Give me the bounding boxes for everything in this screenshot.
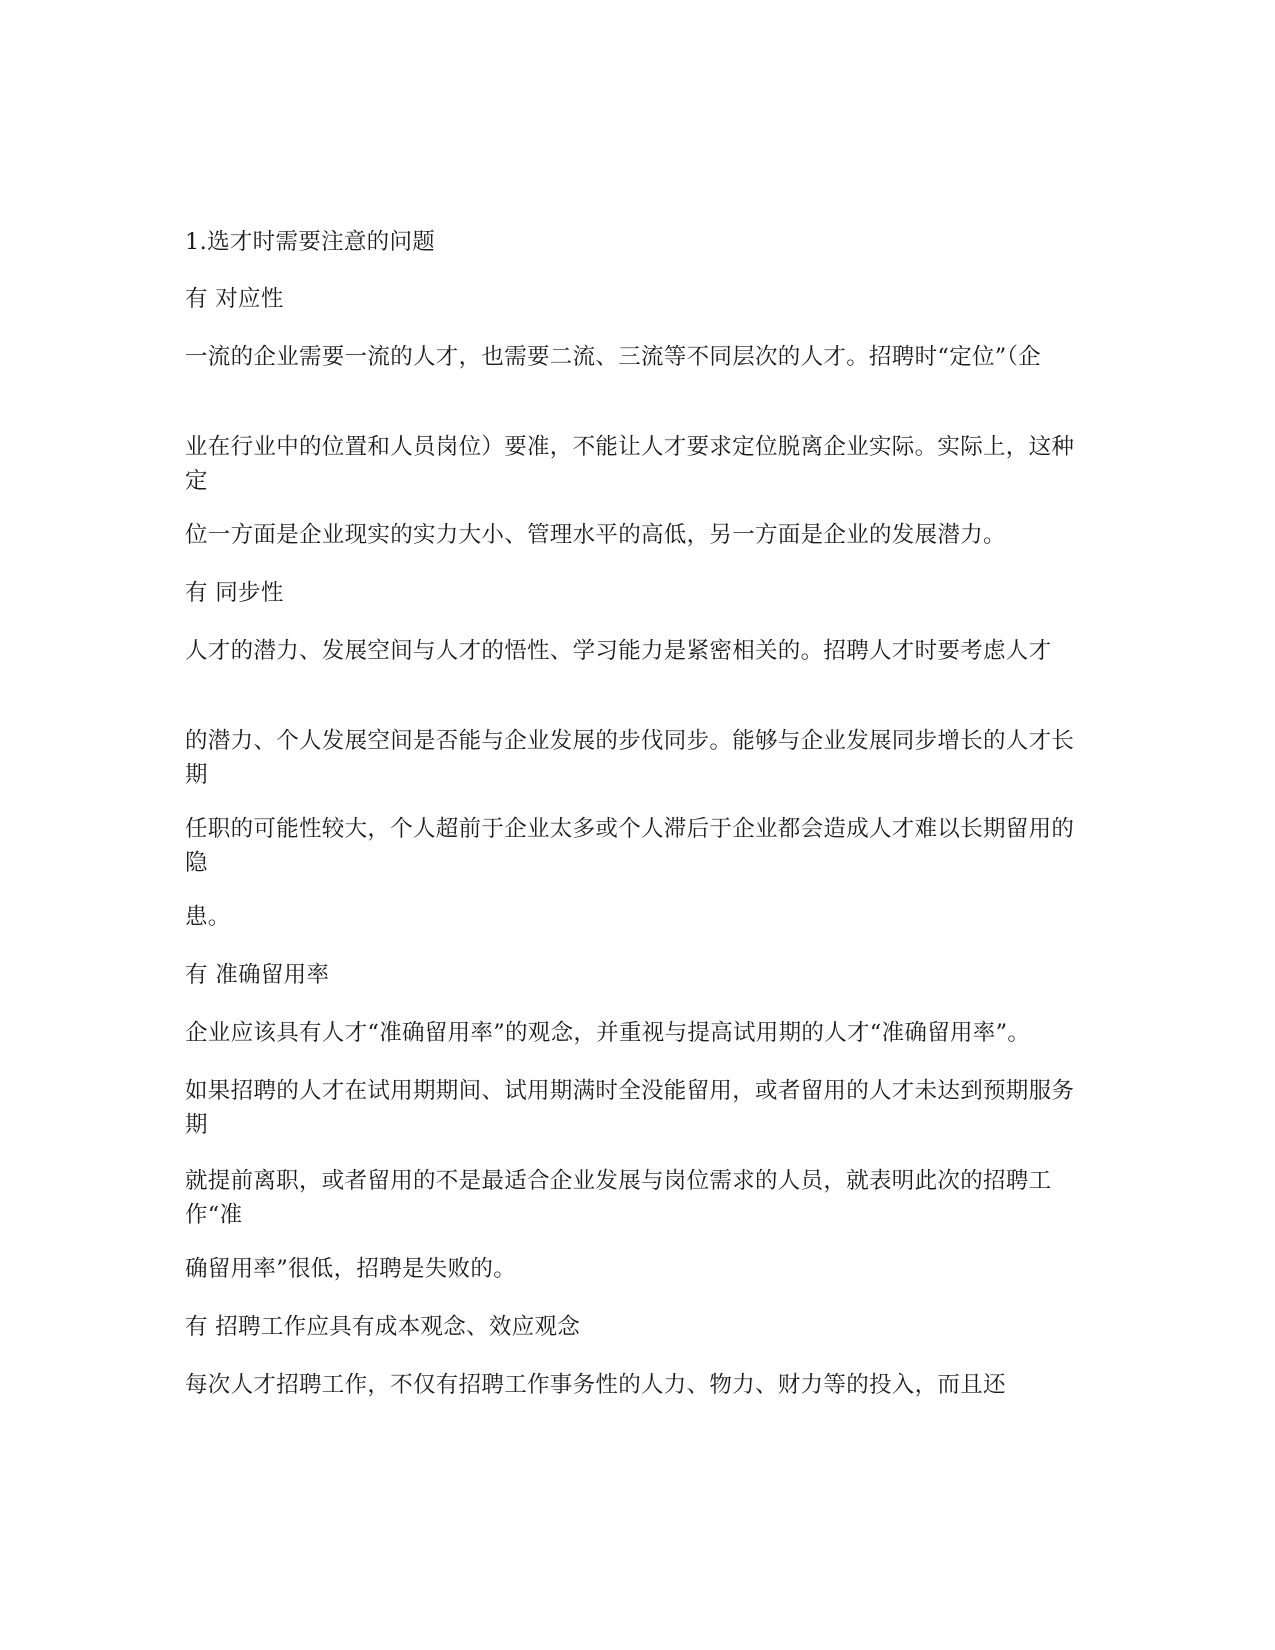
body-paragraph: 患。	[185, 904, 231, 930]
subheading-correspondence: 有 对应性	[185, 286, 284, 312]
subheading-synchronization: 有 同步性	[185, 580, 284, 606]
body-paragraph: 的潜力、个人发展空间是否能与企业发展的步伐同步。能够与企业发展同步增长的人才长期	[185, 728, 1075, 788]
body-paragraph: 位一方面是企业现实的实力大小、管理水平的高低，另一方面是企业的发展潜力。	[185, 522, 1006, 548]
body-paragraph: 如果招聘的人才在试用期期间、试用期满时全没能留用，或者留用的人才未达到预期服务期	[185, 1078, 1075, 1138]
subheading-cost-concept: 有 招聘工作应具有成本观念、效应观念	[185, 1314, 581, 1340]
body-paragraph: 任职的可能性较大，个人超前于企业太多或个人滞后于企业都会造成人才难以长期留用的隐	[185, 816, 1075, 876]
body-paragraph: 一流的企业需要一流的人才，也需要二流、三流等不同层次的人才。招聘时“定位”（企	[185, 344, 1041, 370]
subheading-retention-rate: 有 准确留用率	[185, 962, 330, 988]
section-heading: 1.选才时需要注意的问题	[185, 229, 436, 255]
body-paragraph: 确留用率”很低，招聘是失败的。	[185, 1256, 517, 1282]
body-paragraph: 每次人才招聘工作，不仅有招聘工作事务性的人力、物力、财力等的投入，而且还	[185, 1372, 1006, 1398]
body-paragraph: 业在行业中的位置和人员岗位）要准，不能让人才要求定位脱离企业实际。实际上，这种定	[185, 434, 1075, 494]
document-page	[185, 0, 1090, 1650]
body-paragraph: 就提前离职，或者留用的不是最适合企业发展与岗位需求的人员，就表明此次的招聘工作“准	[185, 1168, 1052, 1228]
body-paragraph: 企业应该具有人才“准确留用率”的观念，并重视与提高试用期的人才“准确留用率”。	[185, 1020, 1031, 1046]
body-paragraph: 人才的潜力、发展空间与人才的悟性、学习能力是紧密相关的。招聘人才时要考虑人才	[185, 638, 1052, 664]
